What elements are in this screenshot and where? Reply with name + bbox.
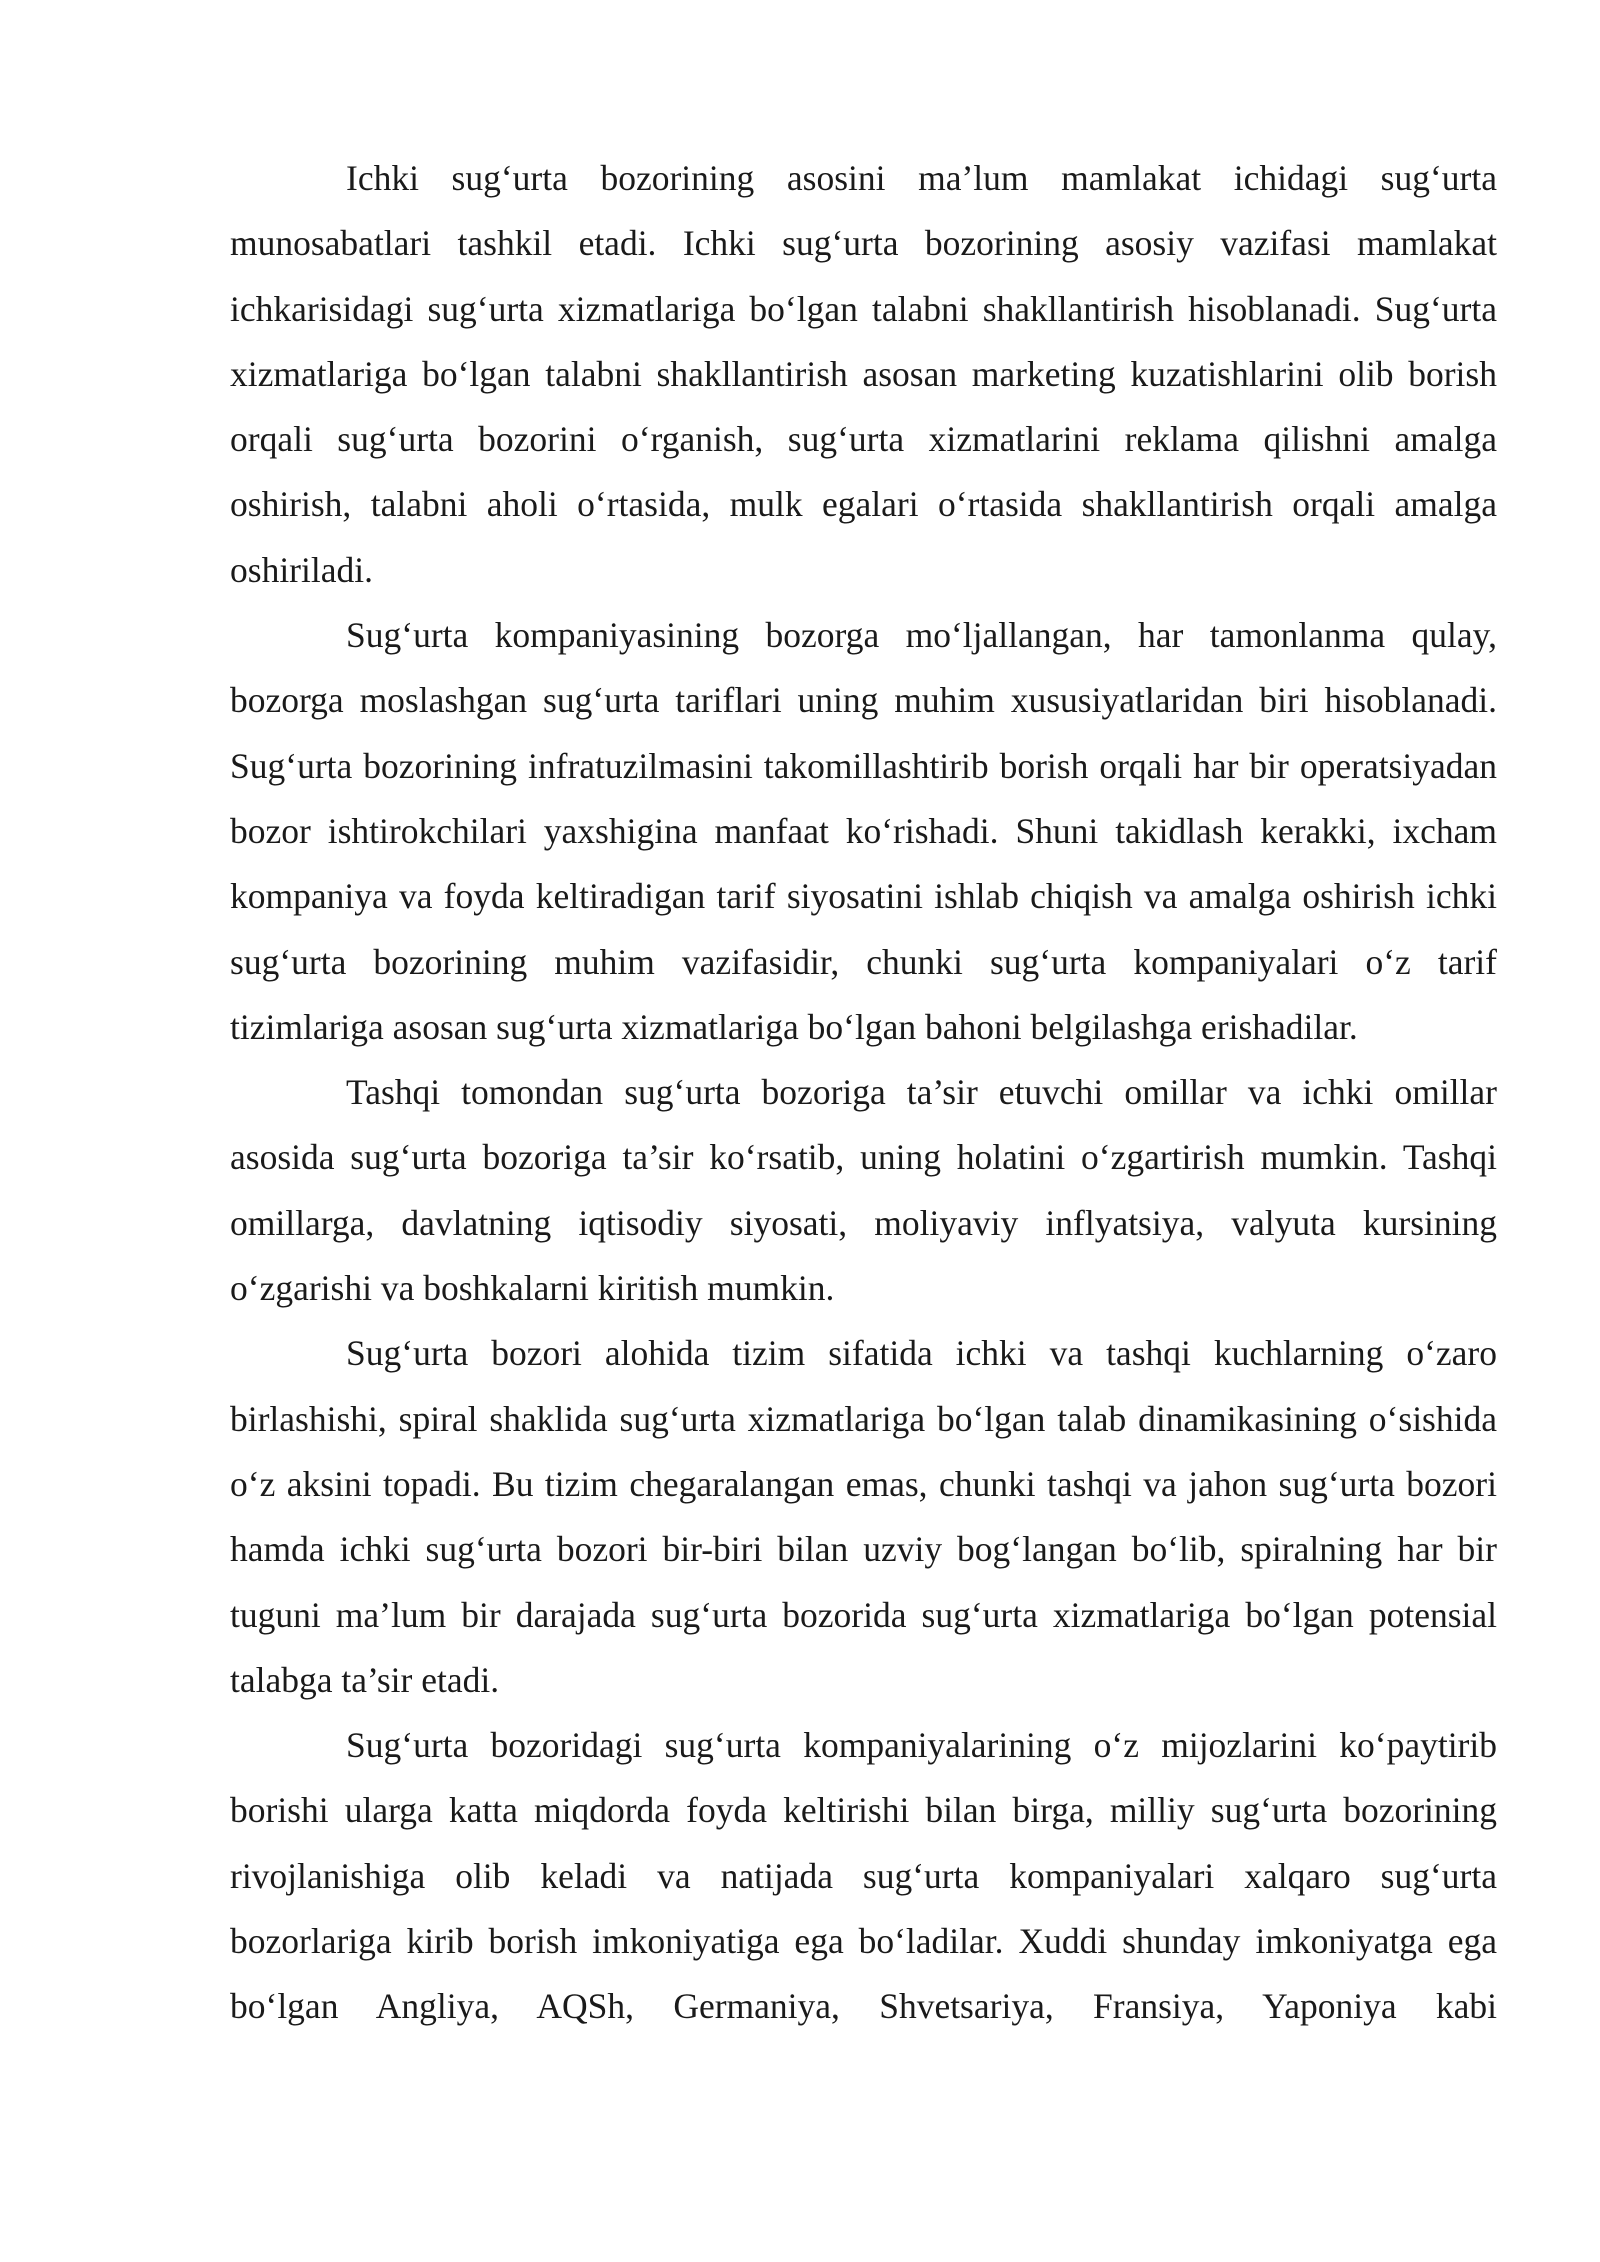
- paragraph-2: Sug‘urta kompaniyasining bozorga mo‘ljallangan, har tamonlanma qulay, bozorga moslashgan sug‘urta tariflari uning muhim xususiyatlaridan biri hisoblanadi. Sug‘urta bozorining infratuzilmasini takomillashtirib borish orqali har bir operatsiyadan bozor ishtirokchilari yaxshigina manfaat ko‘rishadi. Shuni takidlash kerakki, ixcham kompaniya va foyda keltiradigan tarif siyosatini ishlab chiqish va amalga oshirish ichki sug‘urta bozorining muhim vazifasidir, chunki sug‘urta kompaniyalari o‘z tarif tizimlariga asosan sug‘urta xizmatlariga bo‘lgan bahoni belgilashga erishadilar.: [230, 615, 1497, 1047]
- paragraph-1: Ichki sug‘urta bozorining asosini ma’lum mamlakat ichidagi sug‘urta munosabatlari tashkil etadi. Ichki sug‘urta bozorining asosiy vazifasi mamlakat ichkarisidagi sug‘urta xizmatlariga bo‘lgan talabni shakllantirish hisoblanadi. Sug‘urta xizmatlariga bo‘lgan talabni shakllantirish asosan marketing kuzatishlarini olib borish orqali sug‘urta bozorini o‘rganish, sug‘urta xizmatlarini reklama qilishni amalga oshirish, talabni aholi o‘rtasida, mulk egalari o‘rtasida shakllantirish orqali amalga oshiriladi.: [230, 158, 1497, 590]
- paragraph-5: Sug‘urta bozoridagi sug‘urta kompaniyalarining o‘z mijozlarini ko‘paytirib borishi ularga katta miqdorda foyda keltirishi bilan birga, milliy sug‘urta bozorining rivojlanishiga olib keladi va natijada sug‘urta kompaniyalari xalqaro sug‘urta bozorlariga kirib borish imkoniyatiga ega bo‘ladilar. Xuddi shunday imkoniyatga ega bo‘lgan Angliya, AQSh, Germaniya, Shvetsariya, Fransiya, Yaponiya kabi: [230, 1725, 1497, 2027]
- paragraph-3: Tashqi tomondan sug‘urta bozoriga ta’sir etuvchi omillar va ichki omillar asosida sug‘urta bozoriga ta’sir ko‘rsatib, uning holatini o‘zgartirish mumkin. Tashqi omillarga, davlatning iqtisodiy siyosati, moliyaviy inflyatsiya, valyuta kursining o‘zgarishi va boshkalarni kiritish mumkin.: [230, 1072, 1497, 1309]
- document-page: [230, 146, 1497, 2040]
- paragraph-4: Sug‘urta bozori alohida tizim sifatida ichki va tashqi kuchlarning o‘zaro birlashishi, spiral shaklida sug‘urta xizmatlariga bo‘lgan talab dinamikasining o‘sishida o‘z aksini topadi. Bu tizim chegaralangan emas, chunki tashqi va jahon sug‘urta bozori hamda ichki sug‘urta bozori bir-biri bilan uzviy bog‘langan bo‘lib, spiralning har bir tuguni ma’lum bir darajada sug‘urta bozorida sug‘urta xizmatlariga bo‘lgan potensial talabga ta’sir etadi.: [230, 1333, 1497, 1700]
